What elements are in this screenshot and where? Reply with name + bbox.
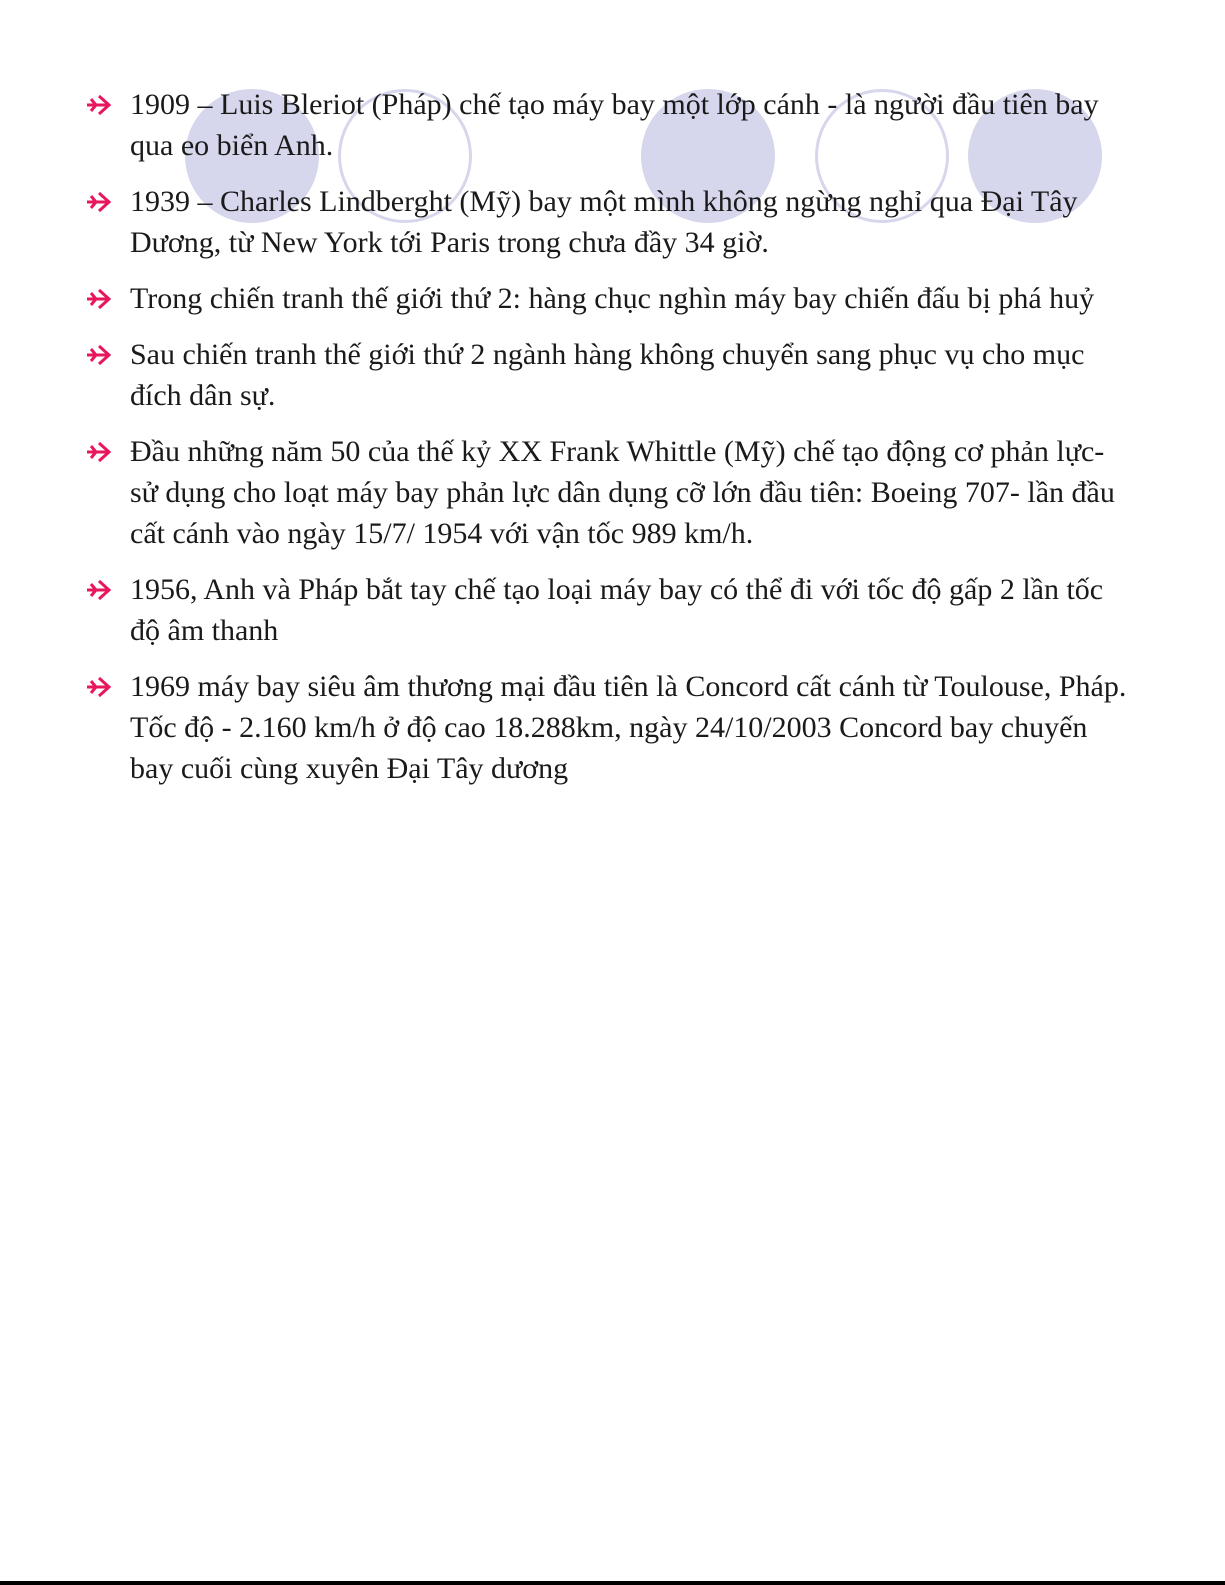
bullet-text: 1939 – Charles Lindberght (Mỹ) bay một mình không ngừng nghỉ qua Đại Tây Dương, từ New York tới Paris trong chưa đầy 34 giờ. <box>130 185 1078 259</box>
airplane-arrow-icon <box>85 334 130 375</box>
airplane-arrow-icon <box>85 181 130 222</box>
list-item <box>85 84 1135 166</box>
airplane-arrow-icon <box>85 431 130 472</box>
history-bullet-list <box>85 84 1135 804</box>
bullet-text: Trong chiến tranh thế giới thứ 2: hàng chục nghìn máy bay chiến đấu bị phá huỷ <box>130 282 1095 315</box>
airplane-arrow-icon <box>85 666 130 707</box>
list-item <box>85 334 1135 416</box>
airplane-arrow-icon <box>85 569 130 610</box>
bullet-text: 1969 máy bay siêu âm thương mại đầu tiên là Concord cất cánh từ Toulouse, Pháp. Tốc độ - 2.160 km/h ở độ cao 18.288km, ngày 24/10/2003 Concord bay chuyến bay cuối cùng xuyên Đại Tây dương <box>130 670 1127 785</box>
bullet-text: Đầu những năm 50 của thế kỷ XX Frank Whittle (Mỹ) chế tạo động cơ phản lực- sử dụng cho loạt máy bay phản lực dân dụng cỡ lớn đầu tiên: Boeing 707- lần đầu cất cánh vào ngày 15/7/ 1954 với vận tốc 989 km/h. <box>130 435 1115 550</box>
bottom-border-line <box>0 1581 1225 1585</box>
list-item <box>85 569 1135 651</box>
list-item <box>85 431 1135 554</box>
airplane-arrow-icon <box>85 278 130 319</box>
bullet-text: 1909 – Luis Bleriot (Pháp) chế tạo máy bay một lớp cánh - là người đầu tiên bay qua eo biển Anh. <box>130 88 1099 162</box>
list-item <box>85 278 1135 319</box>
bullet-text: Sau chiến tranh thế giới thứ 2 ngành hàng không chuyển sang phục vụ cho mục đích dân sự. <box>130 338 1085 412</box>
bullet-text: 1956, Anh và Pháp bắt tay chế tạo loại máy bay có thể đi với tốc độ gấp 2 lần tốc độ âm thanh <box>130 573 1104 647</box>
airplane-arrow-icon <box>85 84 130 125</box>
list-item <box>85 666 1135 789</box>
list-item <box>85 181 1135 263</box>
